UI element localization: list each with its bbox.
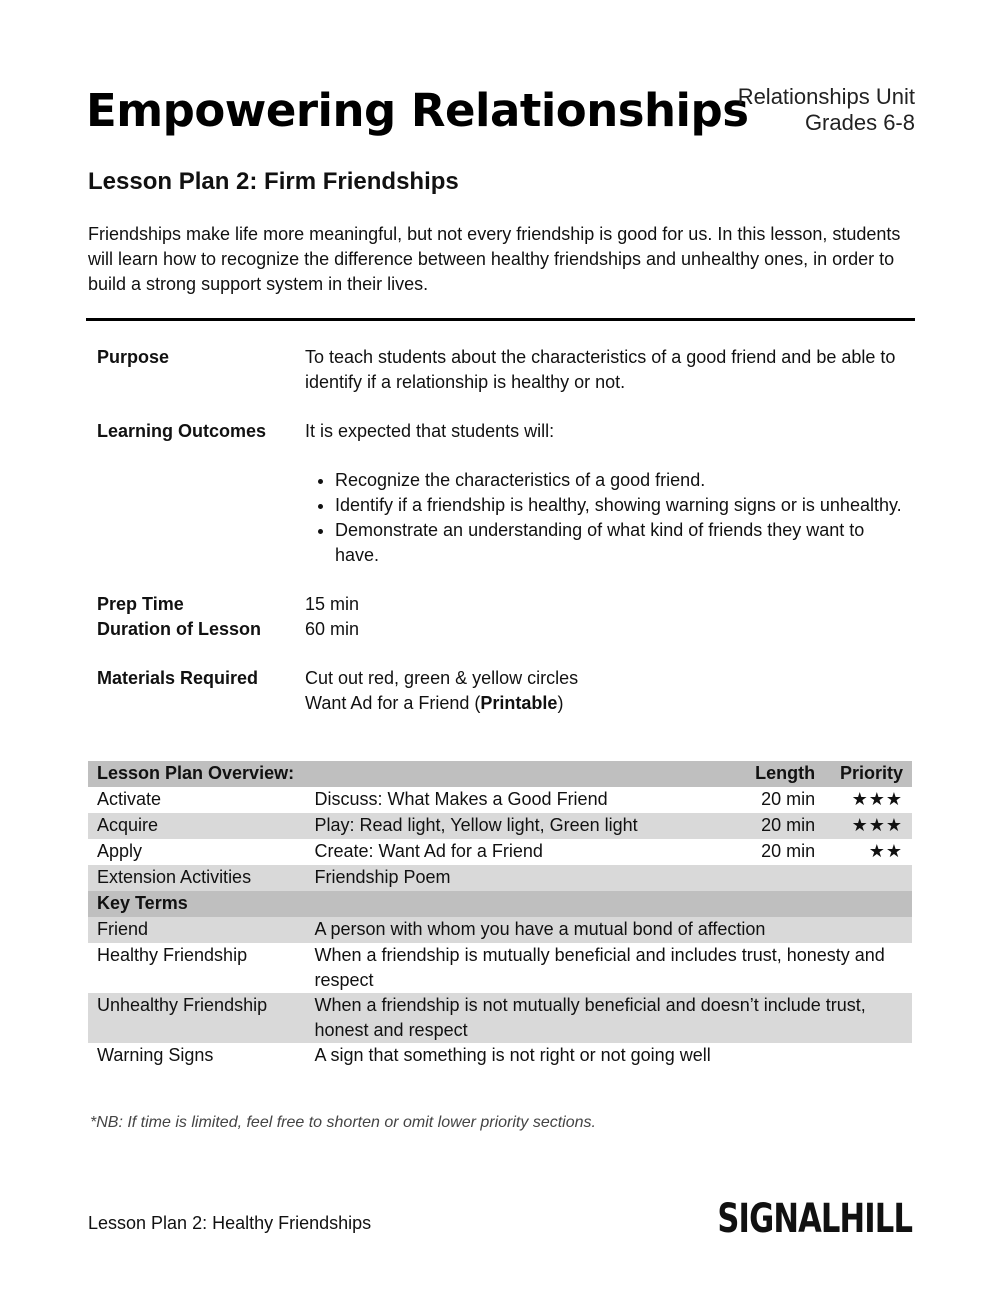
activity-cell: Friendship Poem — [305, 865, 726, 891]
outcome-item: • Recognize the characteristics of a good friend. — [335, 468, 912, 493]
key-terms-heading: Key Terms — [88, 891, 912, 917]
length-cell: 20 min — [761, 841, 816, 861]
outcome-item: • Demonstrate an understanding of what kind of friends they want to have. — [335, 518, 912, 568]
materials-label: Materials Required — [97, 668, 259, 688]
stage-cell: Activate — [97, 789, 162, 809]
length-header: Length — [727, 761, 825, 787]
lesson-overview-table — [88, 761, 912, 1069]
table-row — [88, 865, 912, 891]
table-row — [88, 839, 912, 865]
term-cell: Unhealthy Friendship — [88, 993, 305, 1043]
duration-row — [97, 617, 912, 642]
term-cell: Warning Signs — [97, 1045, 214, 1065]
prep-label: Prep Time — [97, 594, 184, 614]
printable-link[interactable]: Printable — [480, 693, 558, 713]
table-row — [88, 943, 912, 993]
materials-row — [97, 666, 912, 716]
definition-cell: When a friendship is not mutually beneficial and doesn’t include trust, honest and respect — [305, 993, 912, 1043]
overview-heading: Lesson Plan Overview: — [88, 761, 727, 787]
table-row — [88, 993, 912, 1043]
length-cell — [727, 865, 825, 891]
priority-header: Priority — [824, 761, 912, 787]
footer-text: Lesson Plan 2: Healthy Friendships — [88, 1213, 372, 1233]
priority-stars — [824, 865, 912, 891]
materials-text: Want Ad for a Friend ( — [305, 693, 481, 713]
activity-cell: Play: Read light, Yellow light, Green light — [305, 813, 726, 839]
outcomes-intro: It is expected that students will: — [305, 421, 555, 441]
document-title: Empowering Relationships — [86, 84, 749, 137]
outcomes-label: Learning Outcomes — [97, 421, 267, 441]
definition-cell: When a friendship is mutually beneficial and includes trust, honesty and respect — [314, 945, 885, 990]
overview-header-row — [88, 761, 912, 787]
lesson-heading: Lesson Plan 2: Firm Friendships — [88, 168, 459, 195]
length-cell: 20 min — [761, 789, 816, 809]
unit-name: Relationships Unit — [737, 84, 915, 109]
signalhill-logo: SIGNALHILL — [717, 1196, 912, 1242]
materials-line — [305, 691, 912, 716]
materials-line: Cut out red, green & yellow circles — [305, 668, 579, 688]
lesson-details — [97, 345, 912, 716]
priority-stars: ★★ — [868, 841, 903, 861]
prep-row — [97, 592, 912, 617]
materials-text: ) — [557, 693, 564, 713]
priority-stars: ★★★ — [824, 813, 912, 839]
activity-cell: Discuss: What Makes a Good Friend — [314, 789, 608, 809]
priority-stars: ★★★ — [851, 789, 903, 809]
term-cell: Healthy Friendship — [97, 945, 248, 965]
purpose-row — [97, 345, 912, 395]
length-cell: 20 min — [727, 813, 825, 839]
outcomes-row — [97, 419, 912, 568]
stage-cell: Extension Activities — [88, 865, 305, 891]
outcome-item: • Identify if a friendship is healthy, showing warning signs or is unhealthy. — [335, 493, 912, 518]
table-row — [88, 917, 912, 943]
key-terms-header-row — [88, 891, 912, 917]
stage-cell: Apply — [97, 841, 143, 861]
table-row — [88, 813, 912, 839]
purpose-label: Purpose — [97, 347, 170, 367]
definition-cell: A person with whom you have a mutual bond of affection — [305, 917, 912, 943]
priority-note: *NB: If time is limited, feel free to shorten or omit lower priority sections. — [90, 1114, 596, 1131]
activity-cell: Create: Want Ad for a Friend — [314, 841, 543, 861]
table-row — [88, 787, 912, 813]
table-row — [88, 1043, 912, 1069]
stage-cell: Acquire — [88, 813, 305, 839]
duration-label: Duration of Lesson — [97, 619, 262, 639]
duration-value: 60 min — [305, 619, 360, 639]
outcomes-list — [305, 468, 912, 568]
lesson-intro: Friendships make life more meaningful, but not every friendship is good for us. In this lesson, students will learn how to recognize the difference between healthy friendships and unhealthy ones, in order to build a strong support system in their lives. — [88, 224, 901, 294]
definition-cell: A sign that something is not right or not going well — [314, 1045, 711, 1065]
unit-info — [738, 84, 915, 136]
section-divider — [86, 318, 915, 321]
term-cell: Friend — [88, 917, 305, 943]
grade-range: Grades 6-8 — [804, 110, 915, 135]
prep-value: 15 min — [305, 594, 360, 614]
purpose-text: To teach students about the characteristics of a good friend and be able to identify if a relationship is healthy or not. — [305, 347, 896, 392]
